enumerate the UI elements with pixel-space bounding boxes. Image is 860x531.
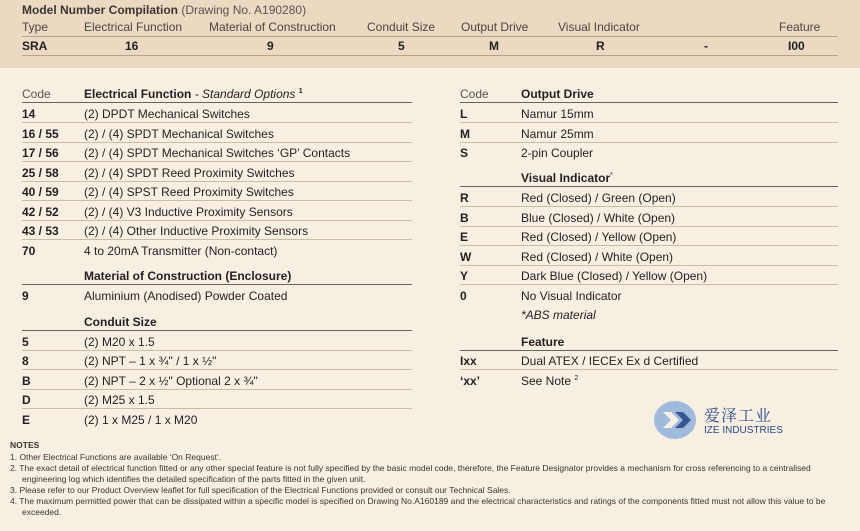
- table-row: D (2) M25 x 1.5: [22, 390, 412, 409]
- table-row: 0 No Visual Indicator: [460, 288, 622, 303]
- value-electrical-function: 16: [125, 39, 139, 53]
- table-row: E Red (Closed) / Yellow (Open): [460, 227, 838, 246]
- table-row: 9 Aluminium (Anodised) Powder Coated: [22, 289, 288, 303]
- value-feature: I00: [788, 39, 805, 53]
- value-separator: -: [704, 39, 708, 53]
- table-row: B (2) NPT – 2 x ½" Optional 2 x ¾": [22, 371, 412, 390]
- conduit-section-title-row: [22, 312, 412, 331]
- table-row: 25 / 58 (2) / (4) SPDT Reed Proximity Switches: [22, 163, 412, 182]
- value-visual-indicator: R: [596, 39, 605, 53]
- header-bottom-rule: [22, 55, 838, 56]
- feature-section-title: Feature: [521, 335, 565, 349]
- label-material: Material of Construction: [209, 20, 336, 34]
- table-row: 40 / 59 (2) / (4) SPST Reed Proximity Switches: [22, 182, 412, 201]
- value-type: SRA: [22, 39, 48, 53]
- label-output-drive: Output Drive: [461, 20, 529, 34]
- output-header-row: [460, 84, 838, 103]
- code-column-label: Code: [22, 87, 51, 101]
- table-row: 43 / 53 (2) / (4) Other Inductive Proximity Sensors: [22, 221, 412, 240]
- model-number-header: [0, 0, 860, 68]
- table-row: Ixx Dual ATEX / IECEx Ex d Certified: [460, 351, 838, 370]
- value-conduit-size: 5: [398, 39, 405, 53]
- table-row: 70 4 to 20mA Transmitter (Non-contact): [22, 243, 278, 258]
- table-row: B Blue (Closed) / White (Open): [460, 208, 838, 227]
- table-row: L Namur 15mm: [460, 104, 838, 123]
- table-row: R Red (Closed) / Green (Open): [460, 188, 838, 207]
- table-row: 8 (2) NPT – 1 x ¾" / 1 x ½": [22, 351, 412, 370]
- code-column-label: Code: [460, 87, 489, 101]
- value-material: 9: [267, 39, 274, 53]
- note-item: 3. Please refer to our Product Overview leaflet for full specification of the Electrical Functions provided or consult our Technical Sales.: [10, 485, 511, 495]
- electrical-header-row: [22, 84, 412, 103]
- logo-english-text: IZE INDUSTRIES: [704, 425, 783, 436]
- visual-section-title: Visual Indicator*: [521, 171, 613, 185]
- abs-material-note: *ABS material: [521, 308, 596, 322]
- conduit-section-title: Conduit Size: [84, 315, 157, 329]
- electrical-section-title: Electrical Function - Standard Options $^1$: [84, 87, 303, 101]
- table-row: 16 / 55 (2) / (4) SPDT Mechanical Switches: [22, 124, 412, 143]
- label-feature: Feature: [779, 20, 821, 34]
- note-item: 4. The maximum permitted power that can be dissipated within a specific model is specified on Drawing No.A160189 and the electrical characteristics and ratings of the components fitted must not allow this value to be exceeded.: [10, 496, 826, 517]
- table-row: Y Dark Blue (Closed) / Yellow (Open): [460, 266, 838, 285]
- header-divider: [22, 36, 838, 37]
- label-conduit-size: Conduit Size: [367, 20, 436, 34]
- table-row: 17 / 56 (2) / (4) SPDT Mechanical Switches ‘GP’ Contacts: [22, 143, 412, 162]
- label-electrical-function: Electrical Function: [84, 20, 183, 34]
- visual-section-title-row: [460, 168, 838, 187]
- note-item: 1. Other Electrical Functions are available ‘On Request’.: [10, 452, 222, 462]
- feature-section-title-row: [460, 332, 838, 351]
- value-output-drive: M: [489, 39, 499, 53]
- table-row: S 2-pin Coupler: [460, 146, 594, 160]
- output-section-title: Output Drive: [521, 87, 594, 101]
- table-row: M Namur 25mm: [460, 124, 838, 143]
- label-visual-indicator: Visual Indicator: [558, 20, 640, 34]
- logo-chinese-text: 爱泽工业: [704, 408, 773, 425]
- table-row: W Red (Closed) / White (Open): [460, 247, 838, 266]
- notes-title: NOTES: [10, 440, 40, 450]
- table-row: ‘xx’ See Note $^2$: [460, 373, 579, 388]
- note-item: 2. The exact detail of electrical function fitted or any other special feature is not fully specified by the basic model code, therefore, the Feature Designator provides a mechanism for cross referencing to a centralised engineering log which identifies the detailed specification of the parts fitted in the given unit.: [10, 463, 811, 484]
- header-title: Model Number Compilation (Drawing No. A190280): [22, 3, 307, 17]
- table-row: E (2) 1 x M25 / 1 x M20: [22, 412, 198, 427]
- table-row: 5 (2) M20 x 1.5: [22, 332, 412, 351]
- notes-section: [10, 440, 830, 518]
- material-section-title-row: [22, 266, 412, 285]
- table-row: 42 / 52 (2) / (4) V3 Inductive Proximity Sensors: [22, 202, 412, 221]
- label-type: Type: [22, 20, 49, 34]
- table-row: 14 (2) DPDT Mechanical Switches: [22, 104, 412, 123]
- material-section-title: Material of Construction (Enclosure): [84, 269, 292, 283]
